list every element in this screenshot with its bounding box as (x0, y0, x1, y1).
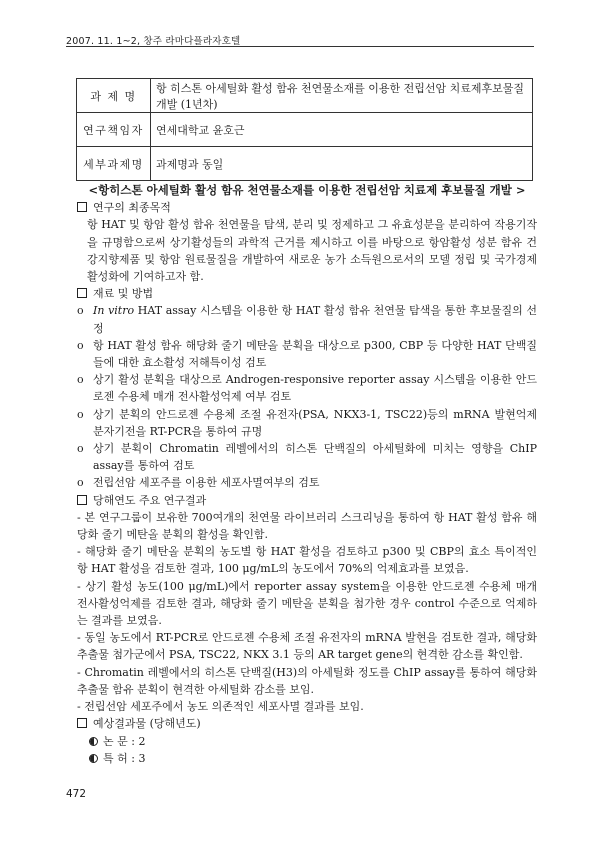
project-title-key: 과 제 명 (77, 79, 151, 113)
list-item: o In vitro HAT assay 시스템을 이용한 항 HAT 활성 함유 천연물 탐색을 통한 후보물질의 선정 (77, 302, 537, 336)
square-bullet-icon (77, 718, 87, 728)
subproject-key: 세부과제명 (77, 147, 151, 181)
page-number: 472 (66, 788, 87, 800)
expected-item-patents: 특 허 : 3 (77, 750, 537, 767)
result-item: - Chromatin 레벨에서의 히스톤 단백질(H3)의 아세틸화 정도를 ChIP assay를 통하여 해당화 추출물 함유 분획이 현격한 아세틸화 감소를 보임. (77, 665, 537, 696)
project-info-table (76, 78, 533, 181)
table-row (77, 79, 533, 113)
list-item: o 전립선암 세포주를 이용한 세포사멸여부의 검토 (77, 474, 537, 491)
goal-heading: 연구의 최종목적 (77, 199, 537, 216)
bullet-marker: o (77, 476, 84, 490)
square-bullet-icon (77, 202, 87, 212)
expected-heading: 예상결과물 (당해년도) (77, 715, 537, 732)
bullet-marker: o (77, 407, 84, 421)
list-item: o 상기 분획의 안드로젠 수용체 조절 유전자(PSA, NKX3-1, TSC22)등의 mRNA 발현억제 분자기전을 RT-PCR을 통하여 규명 (77, 406, 537, 440)
table-row (77, 147, 533, 181)
header-rule (66, 46, 534, 47)
bullet-marker: o (77, 338, 84, 352)
half-circle-bullet-icon (89, 737, 98, 746)
result-item: - 해당화 줄기 메탄올 분획의 농도별 항 HAT 활성을 검토하고 p300 및 CBP의 효소 특이적인 항 HAT 활성을 검토한 결과, 100 μg/mL의 농도에서 70%의 억제효과를 보였음. (77, 545, 537, 576)
goal-text: 항 HAT 및 항암 활성 함유 천연물을 탐색, 분리 및 정제하고 그 유효성분을 분리하여 작용기작을 규명함으로써 상기활성들의 과학적 근거를 제시하고 이를 바탕으로 항암활성 성분 함유 건강지향제품 및 항암 원료물질을 개발하여 새로운 농가 소득원으로서의 모델 정립 및 국가경제 활성화에 기여하고자 함. (87, 218, 537, 284)
methods-heading: 재료 및 방법 (77, 285, 537, 302)
list-item: o 항 HAT 활성 함유 해당화 줄기 메탄올 분획을 대상으로 p300, CBP 등 다양한 HAT 단백질들에 대한 효소활성 저해특이성 검토 (77, 337, 537, 371)
result-item: - 동일 농도에서 RT-PCR로 안드로젠 수용체 조절 유전자의 mRNA 발현을 검토한 결과, 해당화 추출물 첨가군에서 PSA, TSC22, NKX 3.1 등의 AR target gene의 현격한 감소를 확인함. (77, 631, 537, 662)
list-item: o 상기 활성 분획을 대상으로 Androgen-responsive reporter assay 시스템을 이용한 안드로젠 수용체 매개 전사활성억제 여부 검토 (77, 371, 537, 405)
principal-investigator-value: 연세대학교 윤호근 (151, 113, 533, 147)
document-title: <항히스톤 아세틸화 활성 함유 천연물소재를 이용한 전립선암 치료제 후보물질 개발 > (88, 183, 526, 197)
half-circle-bullet-icon (89, 754, 98, 763)
running-header: 2007. 11. 1~2, 창주 라마다플라자호텔 (66, 36, 241, 47)
principal-investigator-key: 연구책임자 (77, 113, 151, 147)
square-bullet-icon (77, 288, 87, 298)
square-bullet-icon (77, 495, 87, 505)
results-heading: 당해연도 주요 연구결과 (77, 492, 537, 509)
expected-item-papers: 논 문 : 2 (77, 733, 537, 750)
document-body (77, 182, 537, 767)
subproject-value: 과제명과 동일 (151, 147, 533, 181)
method-prefix: In vitro (93, 304, 135, 318)
bullet-marker: o (77, 373, 84, 387)
list-item: o 상기 분획이 Chromatin 레벨에서의 히스톤 단백질의 아세틸화에 미치는 영향을 ChIP assay를 통하여 검토 (77, 440, 537, 474)
result-item: - 상기 활성 농도(100 μg/mL)에서 reporter assay system을 이용한 안드로젠 수용체 매개 전사활성억제를 검토한 결과, 해당화 줄기 메탄올 분획을 첨가한 경우 control 수준으로 억제하는 결과를 보였음. (77, 579, 537, 628)
result-item: - 전립선암 세포주에서 농도 의존적인 세포사멸 결과를 보임. (77, 700, 364, 714)
bullet-marker: o (77, 442, 84, 456)
bullet-marker: o (77, 304, 84, 318)
result-item: - 본 연구그룹이 보유한 700여개의 천연물 라이브러리 스크리닝을 통하여 항 HAT 활성 함유 해당화 줄기 메탄올 분획의 활성을 확인함. (77, 510, 537, 542)
table-row (77, 113, 533, 147)
project-title-value: 항 히스톤 아세틸화 활성 함유 천연물소재를 이용한 전립선암 치료제후보물질 개발 (1년차) (151, 79, 533, 113)
